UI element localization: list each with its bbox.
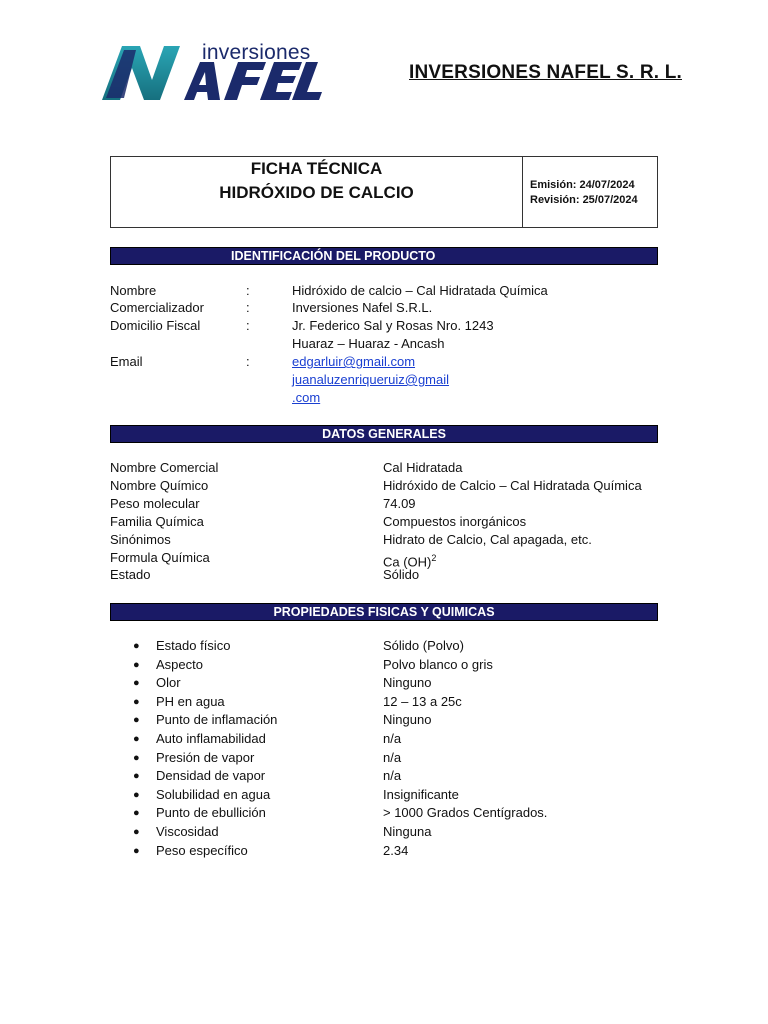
propiedad-label: Viscosidad [156, 824, 219, 839]
datos-row-value [383, 459, 463, 477]
propiedad-label: Solubilidad en agua [156, 786, 271, 802]
bullet-icon: ● [133, 677, 140, 690]
propiedad-value: Ninguno [383, 712, 432, 728]
revision-date: Revisión: 25/07/2024 [530, 194, 638, 206]
bullet-icon: ● [133, 788, 140, 801]
propiedad-label: Auto inflamabilidad [156, 731, 266, 746]
bullet-icon: ● [133, 770, 140, 783]
datos-row-label: Nombre Químico [110, 477, 209, 493]
datos-row-value [383, 566, 419, 584]
propiedad-label: Densidad de vapor [156, 768, 266, 784]
datos-row-label: Estado [110, 567, 151, 583]
propiedad-label: Punto de ebullición [156, 805, 266, 821]
document-subtitle: HIDRÓXIDO DE CALCIO [219, 183, 414, 202]
emission-date: Emisión: 24/07/2024 [530, 179, 635, 191]
logo-wordmark: inversiones [202, 41, 311, 64]
id-domicilio-line1: Jr. Federico Sal y Rosas Nro. 1243 [292, 318, 494, 333]
propiedad-label: Peso específico [156, 842, 248, 858]
datos-row-value-text: Sólido [383, 567, 420, 583]
propiedad-value: 2.34 [383, 842, 409, 858]
propiedad-label: Estado físico [156, 638, 231, 653]
propiedad-value: Ninguna [383, 824, 432, 839]
email-link-1[interactable]: edgarluir@gmail.com [292, 354, 416, 369]
propiedad-label: PH en agua [156, 693, 225, 709]
datos-row-value [383, 477, 642, 495]
email-link-2-continued[interactable]: .com [292, 390, 321, 405]
bullet-icon: ● [133, 695, 140, 708]
section-title: IDENTIFICACIÓN DEL PRODUCTO [231, 249, 436, 263]
id-comercializador-label: Comercializador [110, 300, 204, 315]
propiedad-value: 12 – 13 a 25c [383, 693, 462, 709]
datos-row-value-text: 74.09 [383, 495, 416, 511]
propiedad-value: n/a [383, 731, 402, 746]
datos-row-value [383, 531, 592, 549]
datos-row-value-text: Hidróxido de Calcio – Cal Hidratada Química [383, 477, 642, 493]
header-divider [522, 157, 523, 227]
datos-row-value-text: Ca (OH) [383, 553, 432, 569]
datos-row-value [383, 513, 526, 531]
bullet-icon: ● [133, 751, 140, 764]
datos-row-label: Peso molecular [110, 495, 200, 511]
id-comercializador-value: Inversiones Nafel S.R.L. [292, 300, 433, 315]
bullet-icon: ● [133, 807, 140, 820]
id-colon: : [246, 318, 250, 333]
datos-row-label: Familia Química [110, 513, 204, 529]
company-title: INVERSIONES NAFEL S. R. L. [409, 62, 682, 83]
bullet-icon: ● [133, 640, 140, 652]
id-domicilio-line2: Huaraz – Huaraz - Ancash [292, 336, 445, 351]
propiedad-value: n/a [383, 749, 402, 765]
propiedad-value: Sólido (Polvo) [383, 638, 464, 653]
section-header-datos-generales [110, 425, 658, 443]
section-header-identificacion [110, 247, 658, 265]
id-colon: : [246, 354, 250, 369]
datos-row-value-text: Cal Hidratada [383, 460, 463, 475]
propiedad-value: > 1000 Grados Centígrados. [383, 805, 548, 821]
document-title: FICHA TÉCNICA [250, 159, 383, 178]
datos-row-label: Sinónimos [110, 531, 171, 547]
id-domicilio-label: Domicilio Fiscal [110, 318, 201, 333]
propiedad-value: Polvo blanco o gris [383, 656, 493, 672]
id-email-label: Email [110, 354, 143, 369]
propiedad-label: Punto de inflamación [156, 712, 278, 728]
propiedad-label: Aspecto [156, 656, 203, 672]
bullet-icon: ● [133, 826, 140, 838]
document-header-box [110, 156, 658, 228]
formula-superscript: 2 [431, 552, 437, 563]
datos-row-value-text: Compuestos inorgánicos [383, 513, 527, 529]
section-title: DATOS GENERALES [322, 427, 446, 441]
propiedad-value: Ninguno [383, 675, 432, 691]
bullet-icon: ● [133, 844, 140, 857]
datos-row-value-text: Hidrato de Calcio, Cal apagada, etc. [383, 531, 592, 547]
document-dates [530, 178, 638, 208]
id-colon: : [246, 283, 250, 298]
bullet-icon: ● [133, 658, 140, 671]
propiedad-label: Presión de vapor [156, 749, 255, 765]
id-nombre-label: Nombre [110, 283, 157, 298]
propiedad-label: Olor [156, 675, 181, 691]
propiedad-value: Insignificante [383, 786, 459, 802]
email-link-2[interactable]: juanaluzenriqueruiz@gmail [292, 372, 450, 387]
bullet-icon: ● [133, 733, 140, 745]
id-colon: : [246, 300, 250, 315]
section-header-propiedades [110, 603, 658, 621]
company-logo [100, 40, 324, 104]
datos-row-label: Nombre Comercial [110, 460, 219, 475]
bullet-icon: ● [133, 714, 140, 727]
propiedad-value: n/a [383, 768, 402, 784]
datos-row-value [383, 495, 416, 513]
id-nombre-value: Hidróxido de calcio – Cal Hidratada Química [292, 283, 548, 298]
datos-row-label: Formula Química [110, 549, 210, 565]
section-title: PROPIEDADES FISICAS Y QUIMICAS [273, 605, 495, 619]
